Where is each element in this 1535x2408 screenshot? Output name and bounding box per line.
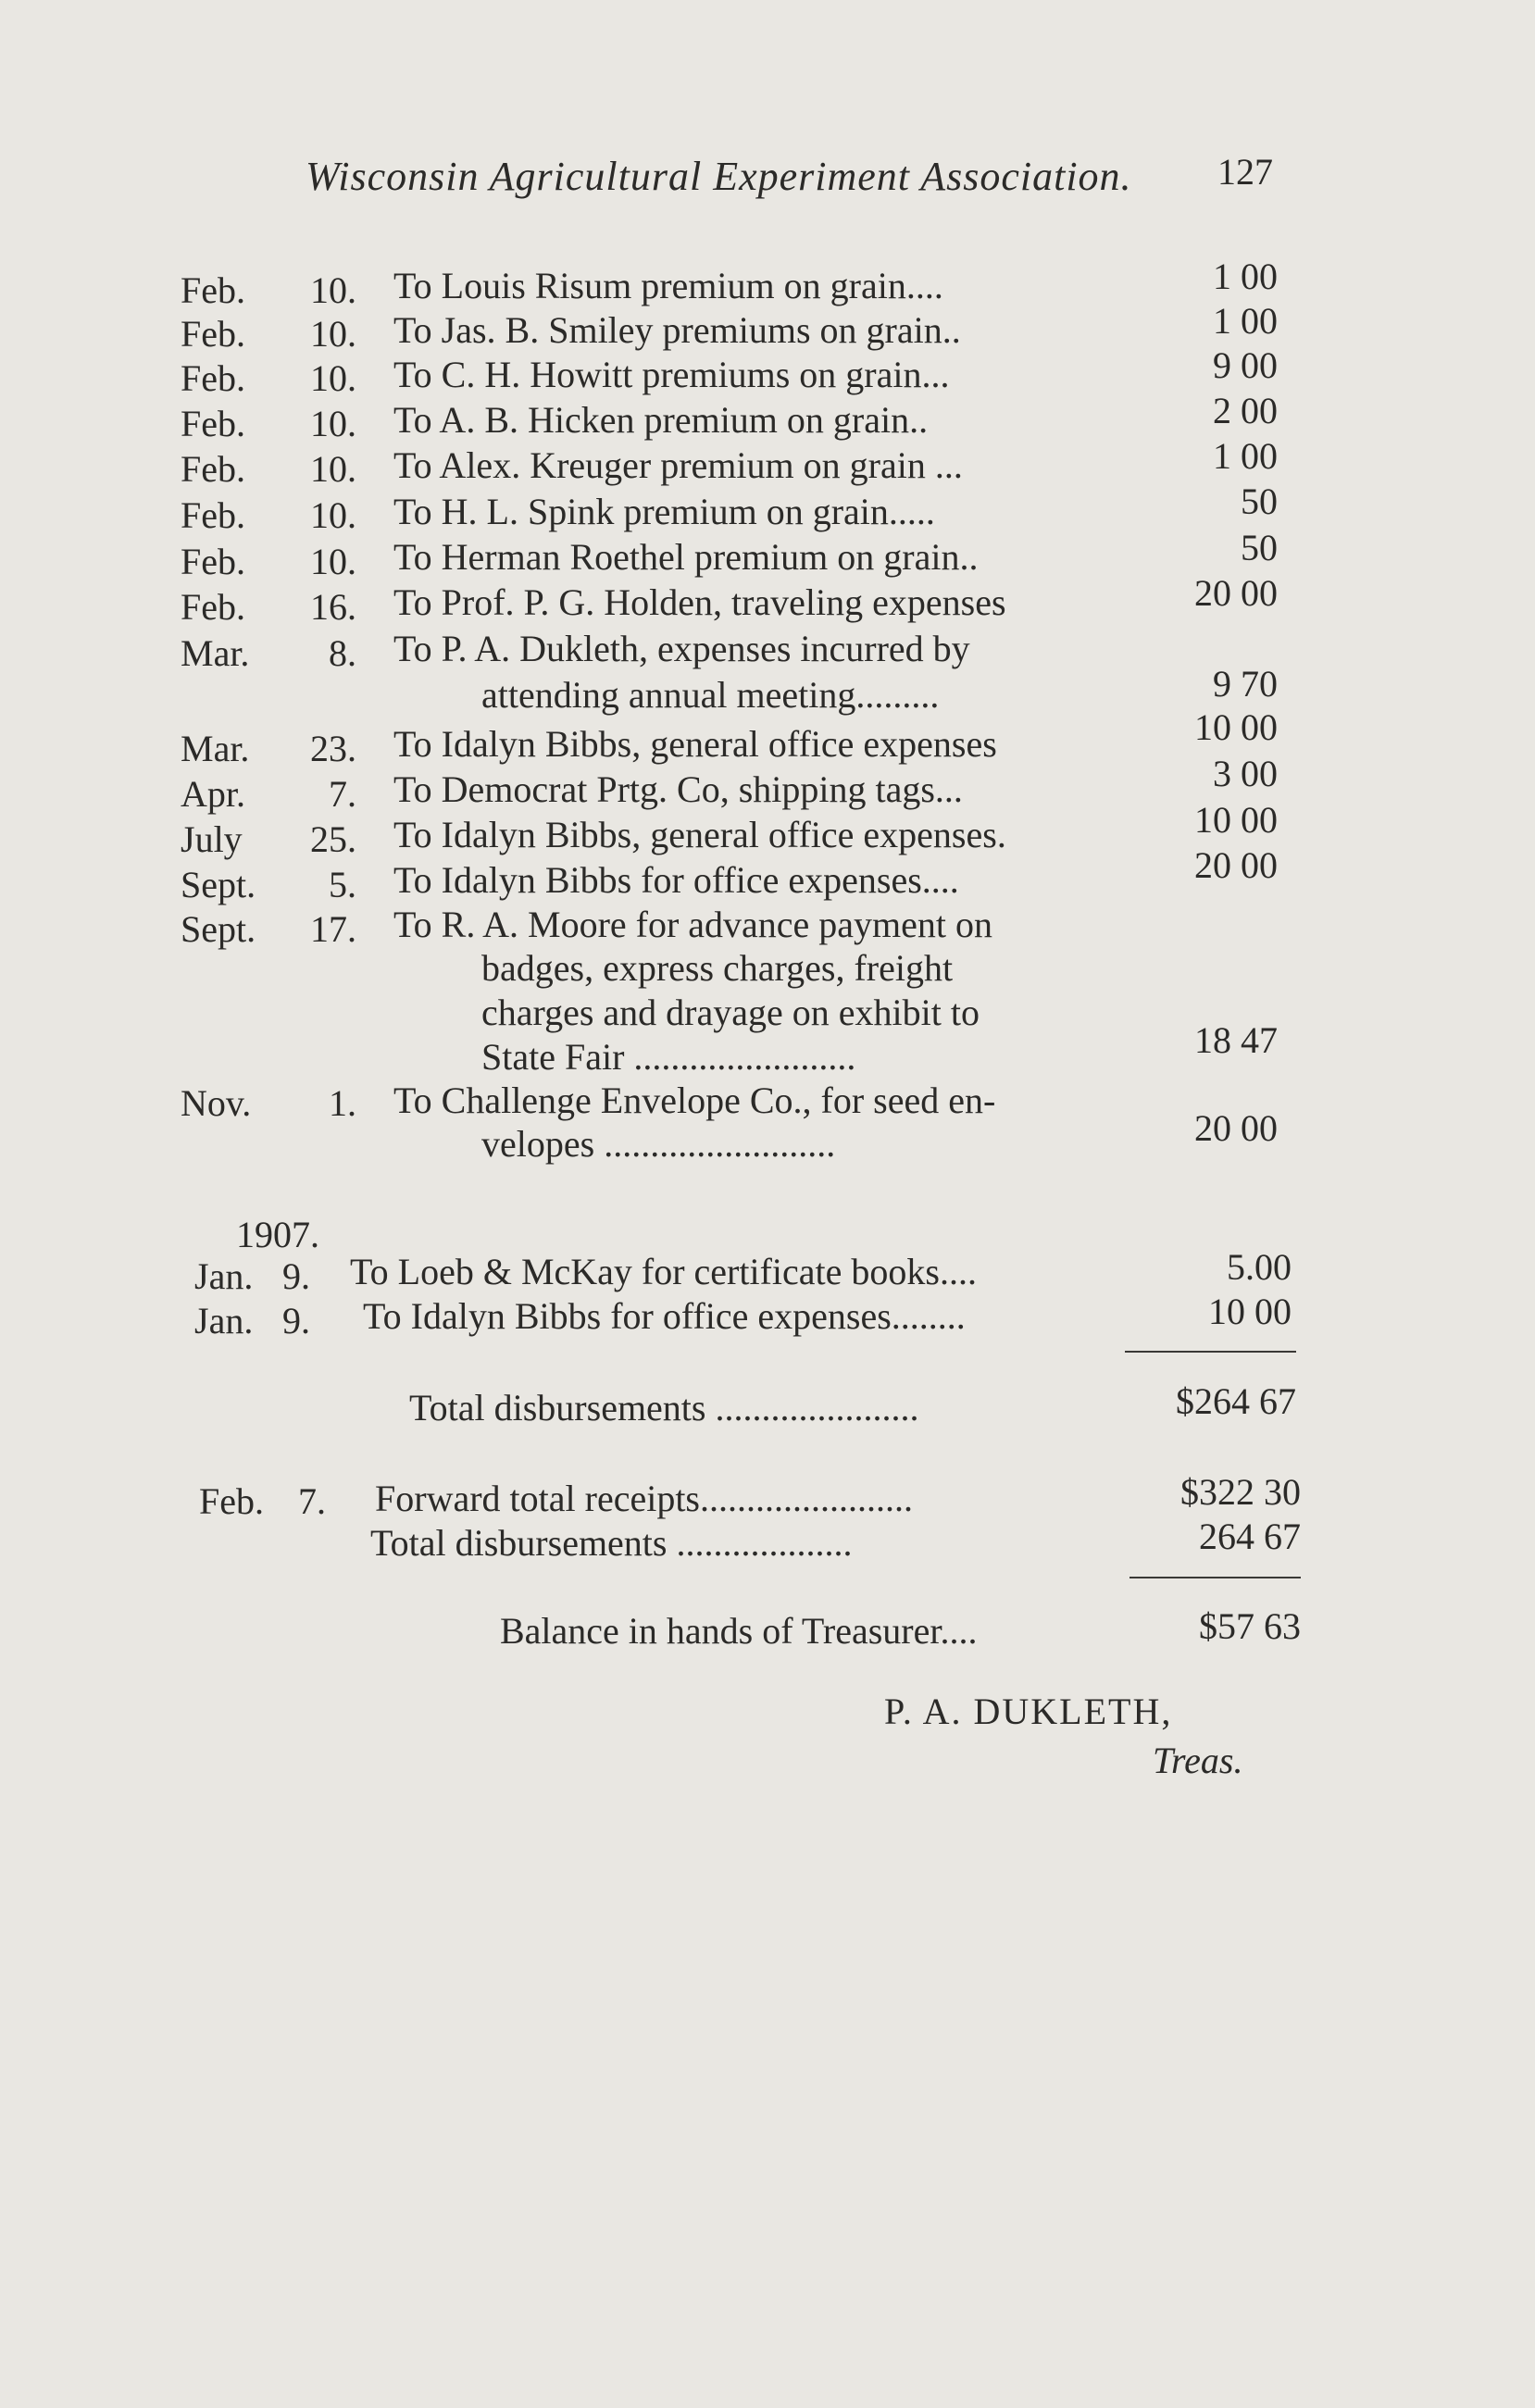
entry-description: To Idalyn Bibbs for office expenses.... bbox=[393, 859, 959, 901]
entry-amount: 20 00 bbox=[1194, 572, 1278, 614]
page-number: 127 bbox=[1217, 151, 1273, 193]
entry-month: Feb. bbox=[181, 448, 245, 490]
entry-month: Sept. bbox=[181, 864, 256, 905]
entry-month: Feb. bbox=[181, 403, 245, 444]
entry-month: Feb. bbox=[181, 357, 245, 399]
entry-amount: 10 00 bbox=[1194, 799, 1278, 841]
entry-day: 7. bbox=[329, 773, 356, 815]
entry-description: To Jas. B. Smiley premiums on grain.. bbox=[393, 309, 961, 351]
entry-description-cont: attending annual meeting......... bbox=[481, 674, 940, 716]
entry-day: 10. bbox=[310, 269, 356, 311]
entry-description: To H. L. Spink premium on grain..... bbox=[393, 491, 935, 532]
forward-day: 7. bbox=[298, 1480, 326, 1522]
entry-month: Nov. bbox=[181, 1082, 252, 1124]
total-disbursements-amount: $264 67 bbox=[1176, 1380, 1296, 1422]
entry-month: Apr. bbox=[181, 773, 245, 815]
entry-description-cont: charges and drayage on exhibit to bbox=[481, 992, 980, 1033]
entry-amount: 9 00 bbox=[1213, 344, 1278, 386]
entry-description: To Herman Roethel premium on grain.. bbox=[393, 536, 979, 578]
entry-amount: 18 47 bbox=[1194, 1019, 1278, 1061]
entry-day: 10. bbox=[310, 403, 356, 444]
entry-description: To C. H. Howitt premiums on grain... bbox=[393, 354, 950, 395]
entry-amount: 5.00 bbox=[1227, 1246, 1292, 1288]
entry-day: 5. bbox=[329, 864, 356, 905]
entry-amount: 10 00 bbox=[1194, 706, 1278, 748]
entry-amount: 3 00 bbox=[1213, 753, 1278, 794]
sum-rule bbox=[1129, 1577, 1301, 1578]
entry-month: Jan. bbox=[194, 1300, 254, 1341]
entry-amount: 1 00 bbox=[1213, 435, 1278, 477]
entry-day: 10. bbox=[310, 494, 356, 536]
entry-day: 9. bbox=[282, 1255, 310, 1297]
year-heading: 1907. bbox=[236, 1214, 319, 1255]
entry-amount: 20 00 bbox=[1194, 1107, 1278, 1149]
entry-amount: 1 00 bbox=[1213, 256, 1278, 297]
entry-day: 17. bbox=[310, 908, 356, 950]
entry-description: To Idalyn Bibbs for office expenses........ bbox=[363, 1295, 966, 1337]
total-disbursements-amount-2: 264 67 bbox=[1199, 1516, 1301, 1557]
signature-name: P. A. DUKLETH, bbox=[884, 1691, 1173, 1732]
entry-amount: 20 00 bbox=[1194, 844, 1278, 886]
entry-description: To Idalyn Bibbs, general office expenses. bbox=[393, 814, 1006, 855]
forward-month: Feb. bbox=[199, 1480, 264, 1522]
entry-day: 1. bbox=[329, 1082, 356, 1124]
entry-month: Mar. bbox=[181, 632, 250, 674]
entry-day: 10. bbox=[310, 541, 356, 582]
total-disbursements-label: Total disbursements ...................... bbox=[409, 1387, 919, 1429]
forward-receipts-label: Forward total receipts....................... bbox=[375, 1478, 913, 1519]
entry-amount: 50 bbox=[1241, 480, 1278, 522]
entry-month: Jan. bbox=[194, 1255, 254, 1297]
entry-month: Feb. bbox=[181, 586, 245, 628]
entry-description: To Prof. P. G. Holden, traveling expenses bbox=[393, 581, 1006, 623]
entry-day: 16. bbox=[310, 586, 356, 628]
entry-description: To R. A. Moore for advance payment on bbox=[393, 904, 993, 945]
entry-day: 10. bbox=[310, 313, 356, 355]
entry-description: To Loeb & McKay for certificate books.... bbox=[350, 1251, 977, 1292]
entry-month: Mar. bbox=[181, 728, 250, 769]
entry-amount: 50 bbox=[1241, 527, 1278, 568]
entry-amount: 2 00 bbox=[1213, 390, 1278, 431]
entry-day: 10. bbox=[310, 448, 356, 490]
entry-day: 9. bbox=[282, 1300, 310, 1341]
entry-day: 10. bbox=[310, 357, 356, 399]
entry-day: 23. bbox=[310, 728, 356, 769]
entry-description-cont: badges, express charges, freight bbox=[481, 947, 954, 989]
entry-amount: 10 00 bbox=[1208, 1291, 1292, 1332]
entry-description: To Alex. Kreuger premium on grain ... bbox=[393, 444, 963, 486]
entry-description-cont: State Fair ........................ bbox=[481, 1036, 856, 1078]
entry-month: Feb. bbox=[181, 269, 245, 311]
entry-description: To A. B. Hicken premium on grain.. bbox=[393, 399, 929, 441]
entry-month: July bbox=[181, 818, 243, 860]
signature-title: Treas. bbox=[1153, 1740, 1243, 1781]
balance-amount: $57 63 bbox=[1199, 1605, 1301, 1647]
running-header: Wisconsin Agricultural Experiment Association. bbox=[306, 154, 1132, 199]
entry-amount: 1 00 bbox=[1213, 300, 1278, 342]
entry-description: To Idalyn Bibbs, general office expenses bbox=[393, 723, 997, 765]
entry-month: Feb. bbox=[181, 313, 245, 355]
entry-month: Feb. bbox=[181, 541, 245, 582]
entry-description: To P. A. Dukleth, expenses incurred by bbox=[393, 628, 970, 669]
entry-month: Feb. bbox=[181, 494, 245, 536]
entry-description-cont: velopes ......................... bbox=[481, 1123, 836, 1165]
entry-day: 25. bbox=[310, 818, 356, 860]
entry-description: To Louis Risum premium on grain.... bbox=[393, 265, 943, 306]
forward-receipts-amount: $322 30 bbox=[1180, 1471, 1301, 1513]
balance-label: Balance in hands of Treasurer.... bbox=[500, 1610, 978, 1652]
sum-rule bbox=[1125, 1351, 1296, 1353]
total-disbursements-label-2: Total disbursements ................... bbox=[370, 1522, 853, 1564]
entry-day: 8. bbox=[329, 632, 356, 674]
entry-amount: 9 70 bbox=[1213, 663, 1278, 705]
entry-description: To Challenge Envelope Co., for seed en- bbox=[393, 1079, 996, 1121]
entry-month: Sept. bbox=[181, 908, 256, 950]
entry-description: To Democrat Prtg. Co, shipping tags... bbox=[393, 768, 963, 810]
